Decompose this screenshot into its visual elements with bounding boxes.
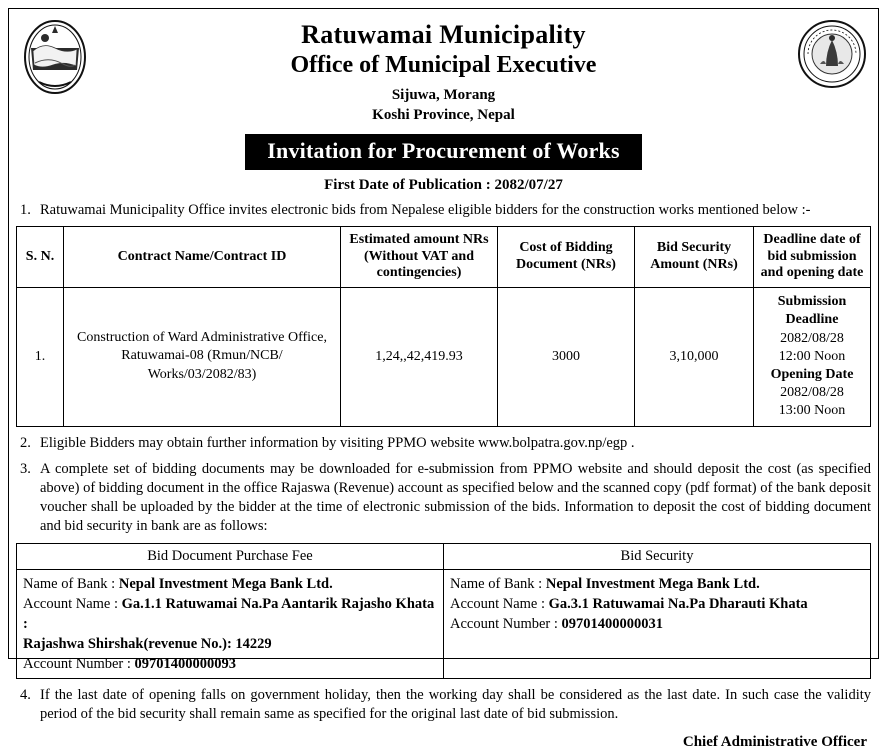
banner-wrapper [94, 134, 793, 170]
cell-cost-of-bidding: 3000 [498, 288, 635, 426]
organization-name: Ratuwamai Municipality [301, 20, 586, 49]
right-account-name-label: Account Name : [450, 596, 546, 613]
signature-title: Chief Administrative Officer [682, 734, 867, 751]
right-account-number-label: Account Number : [450, 616, 558, 633]
clause-1-text: Ratuwamai Municipality Office invites electronic bids from Nepalese eligible bidders for the construction works mentioned below :- [40, 201, 811, 218]
submission-deadline-time: 12:00 Noon [778, 348, 846, 364]
municipality-seal-icon [793, 14, 871, 90]
address-line-2: Koshi Province, Nepal [372, 106, 515, 123]
left-revenue-head-value: Rajashwa Shirshak(revenue No.): 14229 [23, 636, 272, 653]
header-sn: S. N. [17, 226, 64, 287]
header-cost-of-bidding: Cost of Bidding Document (NRs) [498, 226, 635, 287]
clause-1-number: 1. [20, 201, 31, 218]
bank-header-purchase-fee: Bid Document Purchase Fee [17, 544, 444, 570]
right-bank-name-line [450, 574, 864, 594]
document-header [16, 14, 871, 194]
left-account-number-label: Account Number : [23, 656, 131, 673]
header-deadline: Deadline date of bid submission and opening date [754, 226, 871, 287]
clause-4-text: If the last date of opening falls on government holiday, then the working day shall be considered as the last date. In such case the validity period of the bid security shall remain same as specified for the original last date of bid submission. [40, 687, 871, 723]
table-row [17, 288, 871, 426]
bank-details-table [16, 543, 871, 679]
table-header-row [17, 226, 871, 287]
clause-1 [16, 201, 871, 220]
opening-date-value: 2082/08/28 [780, 385, 844, 401]
left-account-name-line [23, 594, 437, 634]
opening-date-label: Opening Date [770, 366, 854, 382]
clause-2-text: Eligible Bidders may obtain further information by visiting PPMO website www.bolpatra.gov.np/egp . [40, 434, 635, 451]
clause-3-text: A complete set of bidding documents may be downloaded for e-submission from PPMO website and should deposit the cost (as specified above) of bidding document in the office Rajaswa (Revenue) account as specified below and the scanned copy (pdf format) of the bank deposit voucher shall be uploaded by the bidder at the time of electronic submission of the bids. Information to deposit the cost of bidding document and bid security in bank are as follows: [40, 460, 871, 535]
document-content [16, 14, 871, 751]
header-contract-name: Contract Name/Contract ID [64, 226, 341, 287]
clause-3-number: 3. [20, 460, 31, 477]
bank-row [17, 570, 871, 679]
left-revenue-head-line [23, 634, 437, 654]
cell-estimated-amount: 1,24,,42,419.93 [341, 288, 498, 426]
publication-date: First Date of Publication : 2082/07/27 [324, 176, 563, 193]
submission-deadline-date: 2082/08/28 [780, 330, 844, 346]
right-account-name-line [450, 594, 864, 614]
cell-sn: 1. [17, 288, 64, 426]
title-block [94, 14, 793, 194]
cell-bid-security: 3,10,000 [635, 288, 754, 426]
address-line-1: Sijuwa, Morang [391, 86, 496, 103]
right-bank-name-value: Nepal Investment Mega Bank Ltd. [545, 576, 760, 593]
invitation-banner: Invitation for Procurement of Works [245, 134, 641, 170]
right-account-name-value: Ga.3.1 Ratuwamai Na.Pa Dharauti Khata [548, 596, 808, 613]
bank-cell-bid-security [444, 570, 871, 679]
cell-deadline [754, 288, 871, 426]
left-bank-name-label: Name of Bank : [23, 576, 116, 593]
clause-4 [16, 686, 871, 724]
bank-header-row [17, 544, 871, 570]
bank-cell-purchase-fee [17, 570, 444, 679]
clause-3 [16, 460, 871, 537]
submission-deadline-label: Submission Deadline [777, 294, 847, 328]
right-bank-name-label: Name of Bank : [450, 576, 543, 593]
header-estimated-amount: Estimated amount NRs (Without VAT and contingencies) [341, 226, 498, 287]
contract-table [16, 226, 871, 427]
clause-4-number: 4. [20, 687, 31, 704]
left-account-number-value: 09701400000093 [134, 656, 237, 673]
left-account-name-value: Ga.1.1 Ratuwamai Na.Pa Aantarik Rajasho Khata : [23, 596, 435, 633]
left-bank-name-line [23, 574, 437, 594]
nepal-government-emblem-icon [16, 14, 94, 96]
organization-subtitle: Office of Municipal Executive [290, 51, 597, 78]
right-account-number-value: 09701400000031 [561, 616, 664, 633]
clause-2-number: 2. [20, 434, 31, 451]
header-bid-security: Bid Security Amount (NRs) [635, 226, 754, 287]
left-bank-name-value: Nepal Investment Mega Bank Ltd. [118, 576, 333, 593]
clause-2 [16, 434, 871, 453]
cell-contract-name: Construction of Ward Administrative Office, Ratuwamai-08 (Rmun/NCB/ Works/03/2082/83) [64, 288, 341, 426]
opening-date-time: 13:00 Noon [778, 403, 846, 419]
bank-header-bid-security: Bid Security [444, 544, 871, 570]
left-account-name-label: Account Name : [23, 596, 119, 613]
right-account-number-line [450, 614, 864, 634]
left-account-number-line [23, 654, 437, 674]
